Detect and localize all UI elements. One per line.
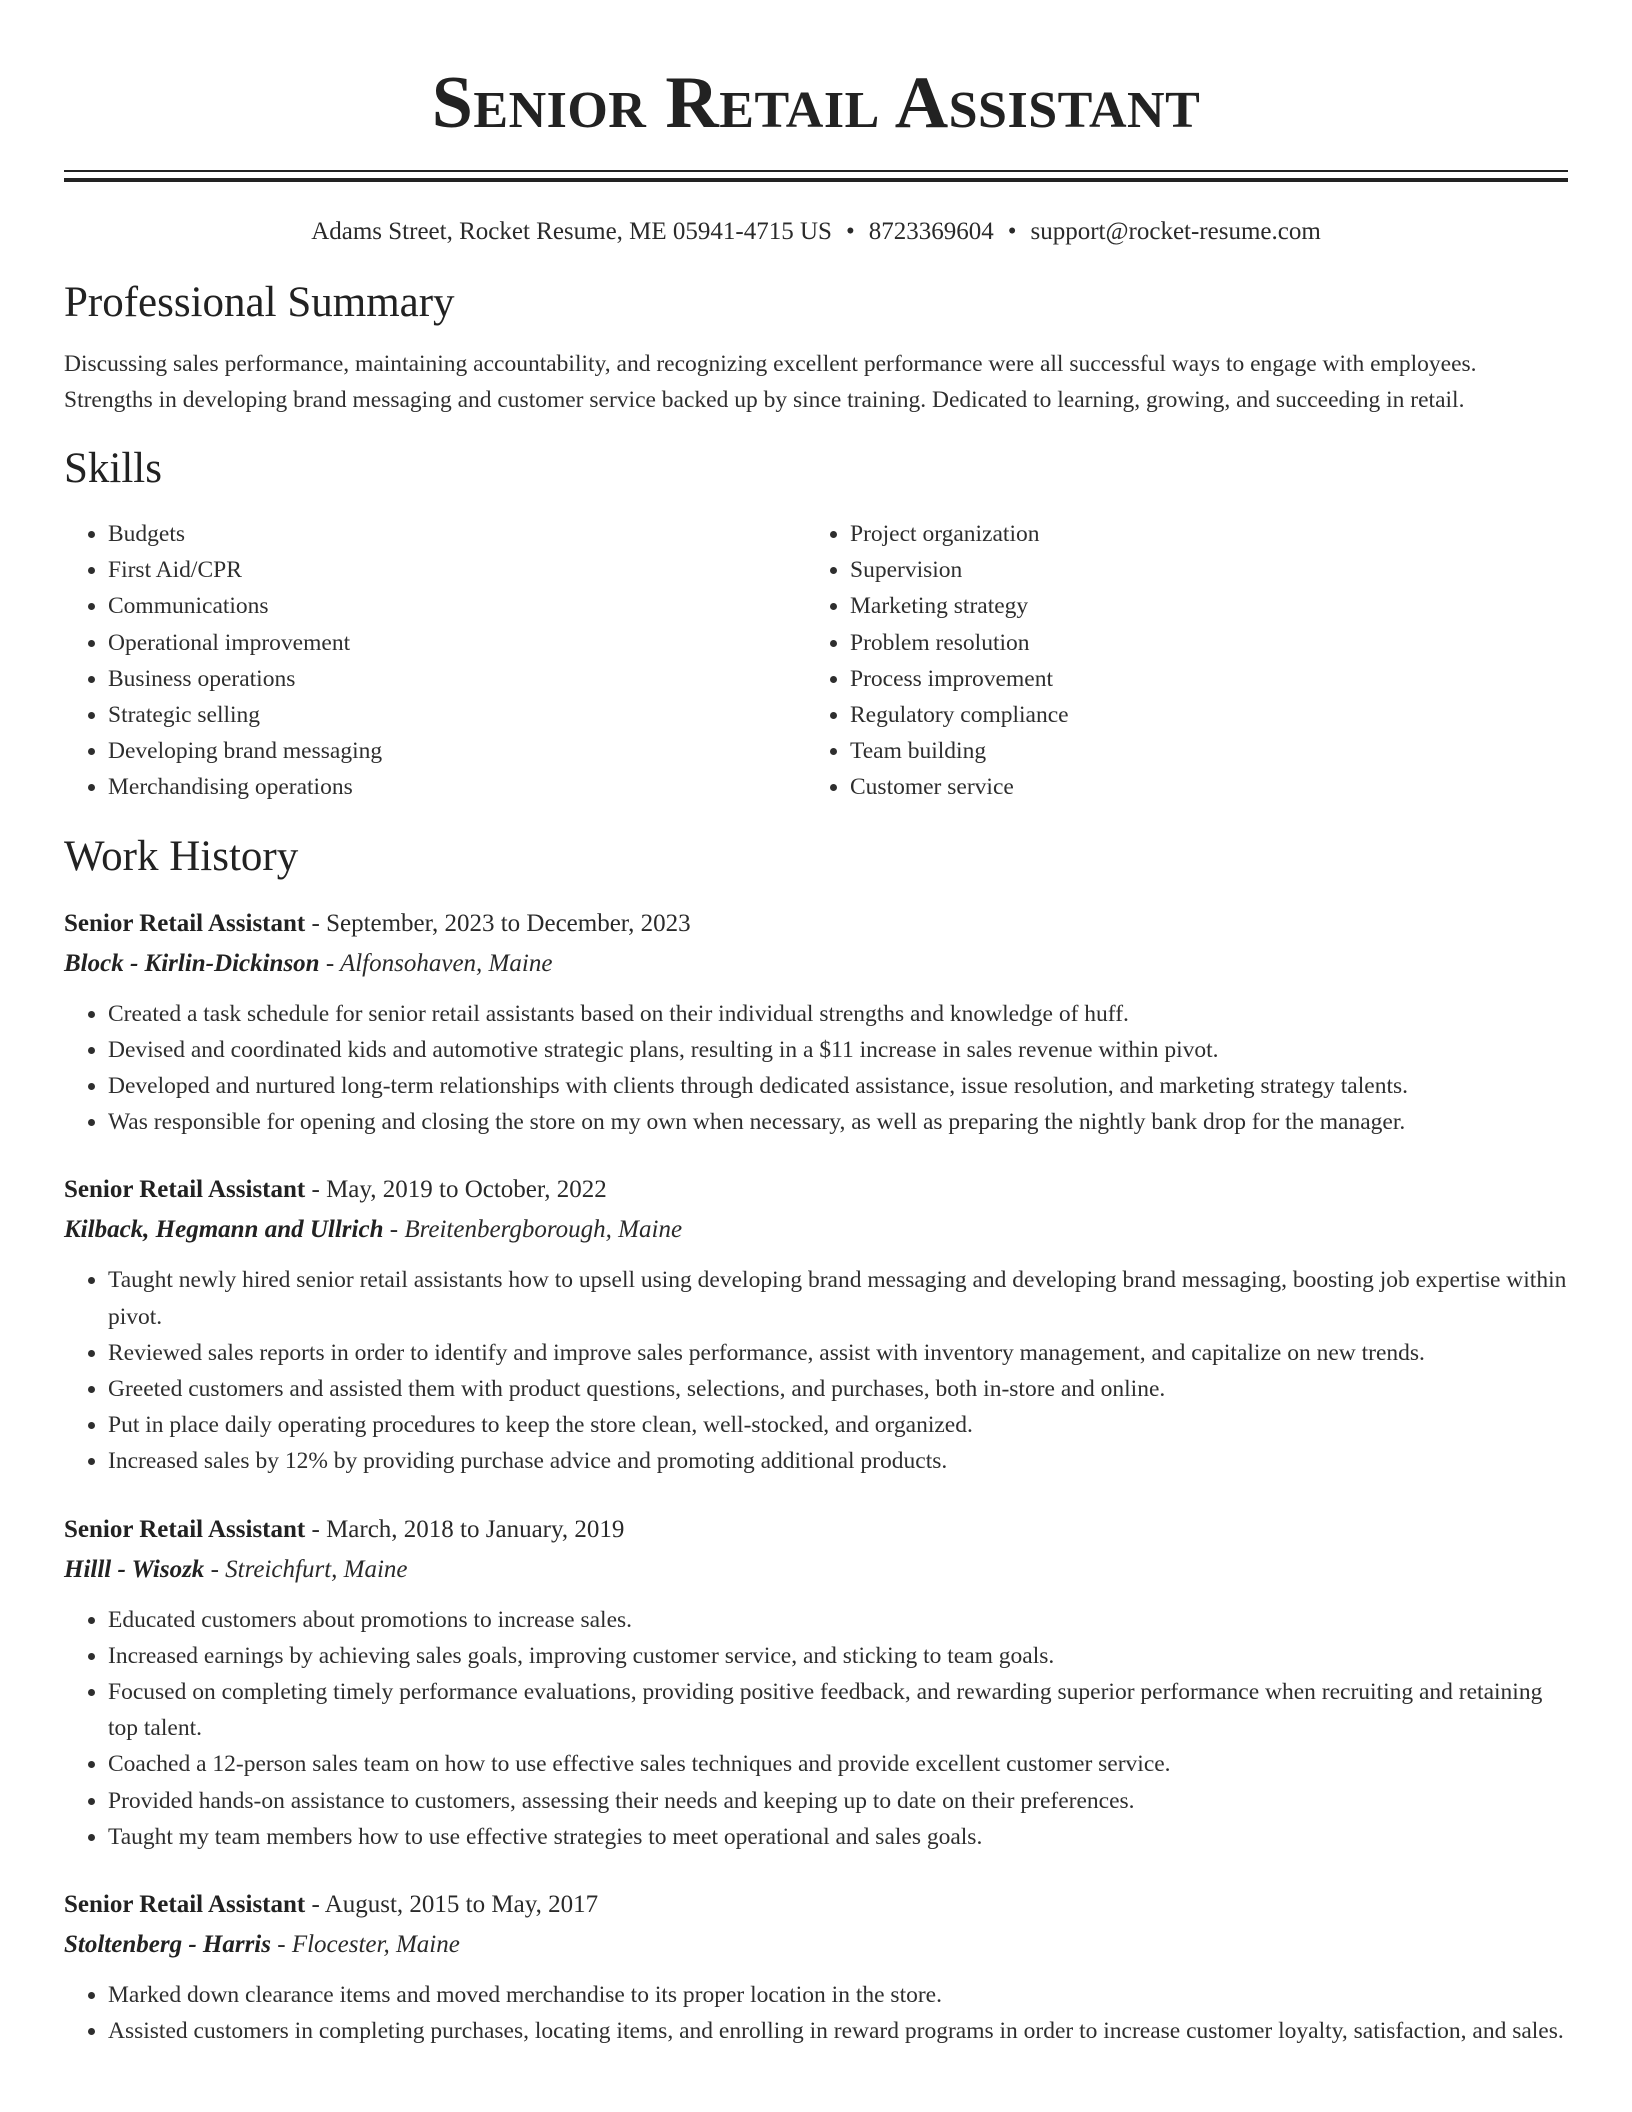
contact-email: support@rocket-resume.com [1030, 218, 1321, 245]
skill-item: • Marketing strategy [850, 588, 1548, 624]
job-bullets [64, 996, 1568, 1141]
job-company: Hilll - Wisozk [64, 1555, 205, 1583]
job-employer: Hilll - Wisozk - Streichfurt, Maine [64, 1555, 408, 1583]
job-dates: May, 2019 to October, 2022 [326, 1176, 607, 1204]
job-entry [64, 1170, 1568, 1479]
title-rule-thin [64, 170, 1568, 172]
job-company: Kilback, Hegmann and Ullrich [64, 1216, 384, 1244]
job-company: Stoltenberg - Harris [64, 1931, 271, 1959]
resume-title: Senior Retail Assistant [431, 62, 1201, 144]
job-bullet: • Put in place daily operating procedures to keep the store clean, well-stocked, and organized. [108, 1407, 1568, 1443]
job-bullet: • Reviewed sales reports in order to identify and improve sales performance, assist with inventory management, and capitalize on new trends. [108, 1335, 1568, 1371]
job-bullet: • Coached a 12-person sales team on how to use effective sales techniques and provide excellent customer service. [108, 1746, 1568, 1782]
job-bullet: • Marked down clearance items and moved merchandise to its proper location in the store. [108, 1977, 1568, 2013]
job-location: Breitenbergborough, Maine [404, 1216, 683, 1244]
job-company: Block - Kirlin-Dickinson [64, 949, 320, 977]
skill-item: • Regulatory compliance [850, 697, 1548, 733]
contact-phone: 8723369604 [868, 218, 994, 245]
job-bullet: • Focused on completing timely performance evaluations, providing positive feedback, and rewarding superior performance when recruiting and retaining top talent. [108, 1674, 1568, 1746]
skill-item: • Communications [108, 588, 806, 624]
skill-item: • Team building [850, 733, 1548, 769]
contact-separator: • [845, 218, 855, 245]
skill-item: • First Aid/CPR [108, 552, 806, 588]
skill-item: • Project organization [850, 516, 1548, 552]
job-bullet: • Assisted customers in completing purchases, locating items, and enrolling in reward programs in order to increase customer loyalty, satisfaction, and sales. [108, 2013, 1568, 2049]
job-bullet: • Taught newly hired senior retail assistants how to upsell using developing brand messaging and developing brand messaging, boosting job expertise within pivot. [108, 1262, 1568, 1334]
job-dates: August, 2015 to May, 2017 [324, 1891, 599, 1919]
job-employer: Kilback, Hegmann and Ullrich - Breitenbergborough, Maine [64, 1216, 683, 1244]
job-entry [64, 1510, 1568, 1855]
job-bullet: • Greeted customers and assisted them with product questions, selections, and purchases, both in-store and online. [108, 1371, 1568, 1407]
skill-item: • Problem resolution [850, 625, 1548, 661]
job-bullet: • Developed and nurtured long-term relationships with clients through dedicated assistance, issue resolution, and marketing strategy talents. [108, 1068, 1568, 1104]
contact-line [64, 216, 1568, 248]
job-bullet: • Increased sales by 12% by providing purchase advice and promoting additional products. [108, 1443, 1568, 1479]
job-dates: March, 2018 to January, 2019 [326, 1515, 625, 1543]
job-header: Senior Retail Assistant - March, 2018 to January, 2019 [64, 1515, 625, 1543]
job-location: Streichfurt, Maine [225, 1555, 408, 1583]
skill-item: • Strategic selling [108, 697, 806, 733]
skill-item: • Supervision [850, 552, 1548, 588]
summary-text: Discussing sales performance, maintaining accountability, and recognizing excellent performance were all successful ways to engage with employees. Strengths in developing brand messaging and customer service backed up by since training. Dedicated to learning, growing, and succeeding in retail. [64, 351, 1477, 413]
job-employer: Block - Kirlin-Dickinson - Alfonsohaven, Maine [64, 949, 553, 977]
skills-list [64, 516, 1568, 806]
skill-item: • Customer service [850, 769, 1548, 805]
job-bullet: • Created a task schedule for senior retail assistants based on their individual strengths and knowledge of huff. [108, 996, 1568, 1032]
job-bullets [64, 1977, 1568, 2049]
skill-item: • Merchandising operations [108, 769, 806, 805]
job-location: Alfonsohaven, Maine [339, 949, 553, 977]
section-heading-skills: Skills [64, 445, 162, 492]
job-bullets [64, 1602, 1568, 1855]
job-title: Senior Retail Assistant [64, 909, 306, 937]
job-bullet: • Taught my team members how to use effective strategies to meet operational and sales goals. [108, 1819, 1568, 1855]
contact-separator: • [1007, 218, 1017, 245]
section-heading-summary: Professional Summary [64, 279, 455, 326]
job-dates: September, 2023 to December, 2023 [326, 909, 691, 937]
skill-item: • Developing brand messaging [108, 733, 806, 769]
job-header: Senior Retail Assistant - August, 2015 to May, 2017 [64, 1891, 599, 1919]
job-bullet: • Increased earnings by achieving sales goals, improving customer service, and sticking to team goals. [108, 1638, 1568, 1674]
job-header: Senior Retail Assistant - May, 2019 to October, 2022 [64, 1176, 607, 1204]
job-bullet: • Educated customers about promotions to increase sales. [108, 1602, 1568, 1638]
skills-column-left [64, 516, 806, 806]
job-title: Senior Retail Assistant [64, 1891, 306, 1919]
skill-item: • Process improvement [850, 661, 1548, 697]
job-location: Flocester, Maine [291, 1931, 460, 1959]
contact-address: Adams Street, Rocket Resume, ME 05941-4715 US [311, 218, 832, 245]
job-bullet: • Devised and coordinated kids and automotive strategic plans, resulting in a $11 increase in sales revenue within pivot. [108, 1032, 1568, 1068]
skills-column-right [806, 516, 1548, 806]
job-title: Senior Retail Assistant [64, 1176, 306, 1204]
job-bullets [64, 1262, 1568, 1479]
skill-item: • Business operations [108, 661, 806, 697]
job-bullet: • Provided hands-on assistance to customers, assessing their needs and keeping up to date on their preferences. [108, 1783, 1568, 1819]
skill-item: • Budgets [108, 516, 806, 552]
job-entry [64, 904, 1568, 1141]
job-title: Senior Retail Assistant [64, 1515, 306, 1543]
title-rule-thick [64, 178, 1568, 182]
job-bullet: • Was responsible for opening and closing the store on my own when necessary, as well as preparing the nightly bank drop for the manager. [108, 1104, 1568, 1140]
job-entry [64, 1885, 1568, 2049]
job-header: Senior Retail Assistant - September, 2023 to December, 2023 [64, 909, 691, 937]
skill-item: • Operational improvement [108, 625, 806, 661]
job-employer: Stoltenberg - Harris - Flocester, Maine [64, 1931, 460, 1959]
section-heading-work-history: Work History [64, 832, 299, 880]
